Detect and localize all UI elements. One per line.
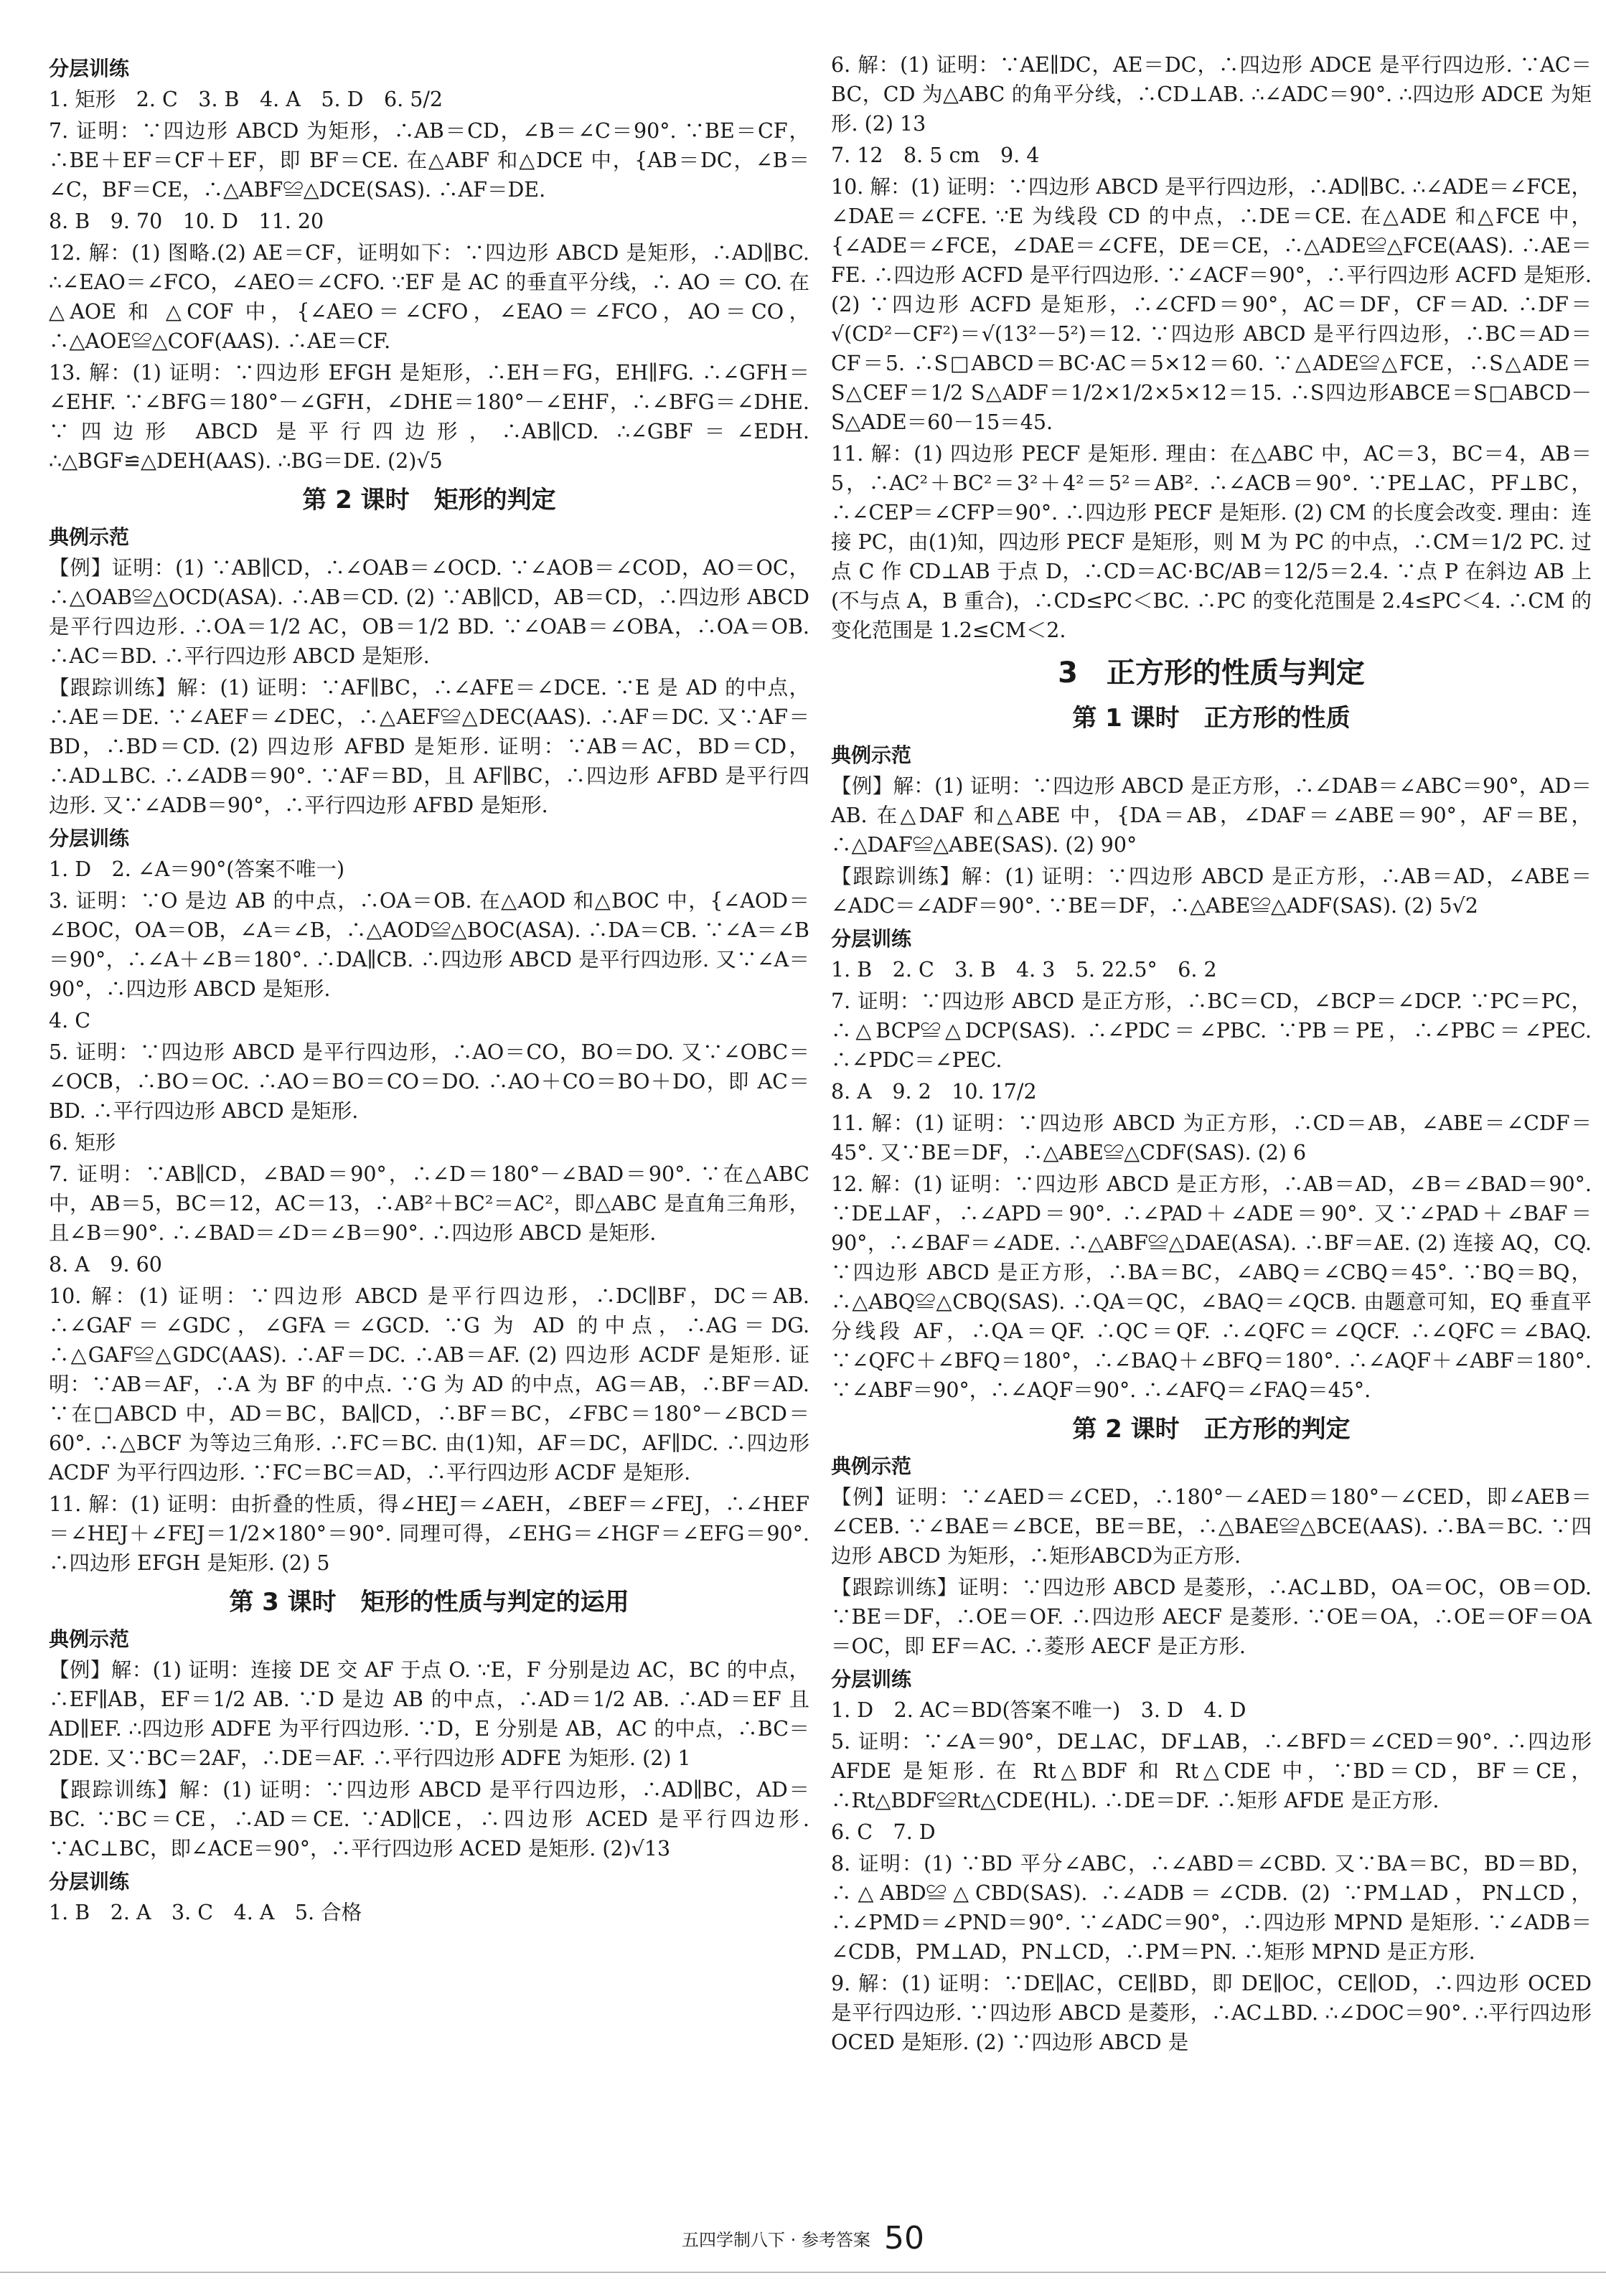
answer-paragraph: 12. 解：(1) 图略.(2) AE＝CF，证明如下：∵四边形 ABCD 是矩形，∴AD∥BC. ∴∠EAO＝∠FCO，∠AEO＝∠CFO. ∵EF 是 AC 的垂直平分线，∴ AO ＝ CO. 在 △AOE 和 △COF 中，{∠AEO＝∠CFO，∠EAO＝∠FCO，AO＝CO，∴△AOE≌△COF(AAS). ∴AE＝CF. xyxy=(49,241,817,353)
answer-paragraph: 10. 解：(1) 证明：∵四边形 ABCD 是平行四边形，∴AD∥BC. ∴∠ADE＝∠FCE，∠DAE＝∠CFE. ∵E 为线段 CD 的中点，∴DE＝CE. 在△ADE 和△FCE 中，{∠ADE＝∠FCE，∠DAE＝∠CFE，DE＝CE，∴△ADE≌△FCE(AAS). ∴AE＝FE. ∴四边形 ACFD 是平行四边形. ∵∠ACF＝90°，∴平行四边形 ACFD 是矩形. (2) ∵四边形 ACFD 是矩形，∴∠CFD＝90°，AC＝DF，CF＝AD. ∴DF＝√(CD²－CF²)＝√(13²－5²)＝12. ∵四边形 ABCD 是平行四边形，∴BC＝AD＝CF＝5. ∴S□ABCD＝BC·AC＝5×12＝60. ∵△ADE≌△FCE，∴S△ADE＝S△CEF＝1/2 S△ADF＝1/2×1/2×5×12＝15. ∴S四边形ABCE＝S□ABCD－S△ADE＝60－15＝45. xyxy=(831,175,1599,434)
page-number: 50 xyxy=(883,2220,924,2257)
answer-paragraph: 6. 解：(1) 证明：∵AE∥DC，AE＝DC，∴四边形 ADCE 是平行四边形. ∵AC＝BC，CD 为△ABC 的角平分线，∴CD⊥AB. ∴∠ADC＝90°. ∴四边形 ADCE 为矩形. (2) 13 xyxy=(831,53,1592,136)
bottom-rule xyxy=(0,2272,1606,2273)
answer-paragraph: 3. 证明：∵O 是边 AB 的中点，∴OA＝OB. 在△AOD 和△BOC 中，{∠AOD＝∠BOC，OA＝OB，∠A＝∠B，∴△AOD≌△BOC(ASA). ∴DA＝CB. ∵∠A＝∠B＝90°，∴∠A＋∠B＝180°. ∴DA∥CB. ∴四边形 ABCD 是平行四边形. 又∵∠A＝90°，∴四边形 ABCD 是矩形. xyxy=(49,889,809,1001)
answer-paragraph: 【跟踪训练】解：(1) 证明：∵四边形 ABCD 是正方形，∴AB＝AD，∠ABE＝∠ADC＝∠ADF＝90°. ∵BE＝DF，∴△ABE≌△ADF(SAS). (2) 5√2 xyxy=(831,865,1592,918)
answer-paragraph: 【例】证明：∵∠AED＝∠CED，∴180°－∠AED＝180°－∠CED，即∠AEB＝∠CEB. ∵∠BAE＝∠BCE，BE＝BE，∴△BAE≌△BCE(AAS). ∴BA＝BC. ∵四边形 ABCD 为矩形，∴矩形ABCD为正方形. xyxy=(831,1485,1592,1568)
answer-paragraph: 5. 证明：∵∠A＝90°，DE⊥AC，DF⊥AB，∴∠BFD＝∠CED＝90°. ∴四边形 AFDE 是矩形. 在 Rt△BDF 和 Rt△CDE 中，∵BD＝CD，BF＝CE，∴Rt△BDF≌Rt△CDE(HL). ∴DE＝DF. ∴矩形 AFDE 是正方形. xyxy=(831,1730,1599,1812)
answer-paragraph: 1. D 2. ∠A＝90°(答案不唯一) xyxy=(49,857,345,881)
answer-paragraph: 【跟踪训练】解：(1) 证明：∵四边形 ABCD 是平行四边形，∴AD∥BC，AD＝BC. ∵BC＝CE，∴AD＝CE. ∵AD∥CE，∴四边形 ACED 是平行四边形. ∵AC⊥BC，即∠ACE＝90°，∴平行四边形 ACED 是矩形. (2)√13 xyxy=(49,1778,817,1860)
answer-paragraph: 13. 解：(1) 证明：∵四边形 EFGH 是矩形，∴EH＝FG，EH∥FG. ∴∠GFH＝∠EHF. ∵∠BFG＝180°－∠GFH，∠DHE＝180°－∠EHF，∴∠BFG＝∠DHE. ∵四边形 ABCD 是平行四边形，∴AB∥CD. ∴∠GBF＝∠EDH. ∴△BGF≌△DEH(AAS). ∴BG＝DE. (2)√5 xyxy=(49,361,817,473)
answer-paragraph: 8. 证明：(1) ∵BD 平分∠ABC，∴∠ABD＝∠CBD. 又∵BA＝BC，BD＝BD，∴△ABD≌△CBD(SAS). ∴∠ADB＝∠CDB. (2) ∵PM⊥AD，PN⊥CD，∴∠PMD＝∠PND＝90°. ∵∠ADC＝90°，∴四边形 MPND 是矩形. ∵∠ADB＝∠CDB，PM⊥AD，PN⊥CD，∴PM＝PN. ∴矩形 MPND 是正方形. xyxy=(831,1852,1592,1964)
footer-label: 五四学制八下 · 参考答案 xyxy=(682,2230,870,2250)
answer-paragraph: 【例】解：(1) 证明：∵四边形 ABCD 是正方形，∴∠DAB＝∠ABC＝90°，AD＝AB. 在△DAF 和△ABE 中，{DA＝AB，∠DAF＝∠ABE＝90°，AF＝BE，∴△DAF≌△ABE(SAS). (2) 90° xyxy=(831,774,1592,857)
right-column xyxy=(831,50,1599,2174)
section-heading: 分层训练 xyxy=(49,827,130,850)
section-heading: 典例示范 xyxy=(49,525,130,549)
answer-paragraph: 7. 12 8. 5 cm 9. 4 xyxy=(831,144,1040,167)
answer-paragraph: 11. 解：(1) 证明：由折叠的性质，得∠HEJ＝∠AEH，∠BEF＝∠FEJ，∴∠HEF＝∠HEJ＋∠FEJ＝1/2×180°＝90°. 同理可得，∠EHG＝∠HGF＝∠EFG＝90°. ∴四边形 EFGH 是矩形. (2) 5 xyxy=(49,1492,817,1575)
answer-paragraph: 7. 证明：∵四边形 ABCD 是正方形，∴BC＝CD，∠BCP＝∠DCP. ∵PC＝PC，∴△BCP≌△DCP(SAS). ∴∠PDC＝∠PBC. ∵PB＝PE，∴∠PBC＝∠PEC. ∴∠PDC＝∠PEC. xyxy=(831,989,1599,1072)
answer-paragraph: 11. 解：(1) 证明：∵四边形 ABCD 为正方形，∴CD＝AB，∠ABE＝∠CDF＝45°. 又∵BE＝DF，∴△ABE≌△CDF(SAS). (2) 6 xyxy=(831,1111,1592,1165)
answer-paragraph: 1. 矩形 2. C 3. B 4. A 5. D 6. 5/2 xyxy=(49,88,443,111)
section-heading: 分层训练 xyxy=(831,927,912,951)
section-heading: 典例示范 xyxy=(831,743,912,767)
answer-paragraph: 7. 证明：∵四边形 ABCD 为矩形，∴AB＝CD，∠B＝∠C＝90°. ∵BE＝CF，∴BE＋EF＝CF＋EF，即 BF＝CE. 在△ABF 和△DCE 中，{AB＝DC，∠B＝∠C，BF＝CE，∴△ABF≌△DCE(SAS). ∴AF＝DE. xyxy=(49,119,809,202)
lesson-title: 第 1 课时 正方形的性质 xyxy=(1072,704,1351,733)
lesson-title: 第 2 课时 正方形的判定 xyxy=(1072,1415,1351,1444)
answer-paragraph: 11. 解：(1) 四边形 PECF 是矩形. 理由：在△ABC 中，AC＝3，BC＝4，AB＝5，∴AC²＋BC²＝3²＋4²＝5²＝AB². ∴∠ACB＝90°. ∵PE⊥AC，PF⊥BC，∴∠CEP＝∠CFP＝90°. ∴四边形 PECF 是矩形. (2) CM 的长度会改变. 理由：连接 PC，由(1)知，四边形 PECF 是矩形，则 M 为 PC 的中点，∴CM＝1/2 PC. 过点 C 作 CD⊥AB 于点 D，∴CD＝AC·BC/AB＝12/5＝2.4. ∵点 P 在斜边 AB 上(不与点 A，B 重合)，∴CD≤PC＜BC. ∴PC 的变化范围是 2.4≤PC＜4. ∴CM 的变化范围是 1.2≤CM＜2. xyxy=(831,442,1592,642)
section-heading: 典例示范 xyxy=(49,1627,130,1651)
section-heading: 分层训练 xyxy=(831,1667,912,1691)
section-heading: 典例示范 xyxy=(831,1454,912,1478)
answer-paragraph: 8. A 9. 2 10. 17/2 xyxy=(831,1080,1037,1104)
answer-paragraph: 1. B 2. A 3. C 4. A 5. 合格 xyxy=(49,1901,362,1924)
left-column xyxy=(49,50,817,2174)
section-heading: 分层训练 xyxy=(49,1870,130,1893)
lesson-title: 第 2 课时 矩形的判定 xyxy=(302,486,556,514)
answer-paragraph: 8. A 9. 60 xyxy=(49,1253,162,1276)
page-footer xyxy=(0,2220,1606,2257)
answer-paragraph: 12. 解：(1) 证明：∵四边形 ABCD 是正方形，∴AB＝AD，∠B＝∠BAD＝90°. ∵DE⊥AF，∴∠APD＝90°. ∴∠PAD＋∠ADE＝90°. 又∵∠PAD＋∠BAF＝90°，∴∠BAF＝∠ADE. ∴△ABF≌△DAE(ASA). ∴BF＝AE. (2) 连接 AQ，CQ. ∵四边形 ABCD 是正方形，∴BA＝BC，∠ABQ＝∠CBQ＝45°. ∵BQ＝BQ，∴△ABQ≌△CBQ(SAS). ∴QA＝QC，∠BAQ＝∠QCB. 由题意可知，EQ 垂直平分线段 AF，∴QA＝QF. ∴QC＝QF. ∴∠QFC＝∠QCF. ∴∠QFC＝∠BAQ. ∵∠QFC＋∠BFQ＝180°，∴∠BAQ＋∠BFQ＝180°. ∴∠AQF＋∠ABF＝180°. ∵∠ABF＝90°，∴∠AQF＝90°. ∴∠AFQ＝∠FAQ＝45°. xyxy=(831,1172,1599,1402)
answer-paragraph: 5. 证明：∵四边形 ABCD 是平行四边形，∴AO＝CO，BO＝DO. 又∵∠OBC＝∠OCB，∴BO＝OC. ∴AO＝BO＝CO＝DO. ∴AO＋CO＝BO＋DO，即 AC＝BD. ∴平行四边形 ABCD 是矩形. xyxy=(49,1040,809,1123)
answer-paragraph: 7. 证明：∵AB∥CD，∠BAD＝90°，∴∠D＝180°－∠BAD＝90°. ∵在△ABC 中，AB＝5，BC＝12，AC＝13，∴AB²＋BC²＝AC²，即△ABC 是直角三角形，且∠B＝90°. ∴∠BAD＝∠D＝∠B＝90°. ∴四边形 ABCD 是矩形. xyxy=(49,1162,817,1245)
answer-paragraph: 【例】证明：(1) ∵AB∥CD，∴∠OAB＝∠OCD. ∵∠AOB＝∠COD，AO＝OC，∴△OAB≌△OCD(ASA). ∴AB＝CD. (2) ∵AB∥CD，AB＝CD，∴四边形 ABCD 是平行四边形. ∴OA＝1/2 AC，OB＝1/2 BD. ∵∠OAB＝∠OBA，∴OA＝OB. ∴AC＝BD. ∴平行四边形 ABCD 是矩形. xyxy=(49,556,817,668)
answer-paragraph: 8. B 9. 70 10. D 11. 20 xyxy=(49,210,324,233)
answer-paragraph: 10. 解：(1) 证明：∵四边形 ABCD 是平行四边形，∴DC∥BF，DC＝AB. ∴∠GAF＝∠GDC，∠GFA＝∠GCD. ∵G 为 AD 的中点，∴AG＝DG. ∴△GAF≌△GDC(AAS). ∴AF＝DC. ∴AB＝AF. (2) 四边形 ACDF 是矩形. 证明：∵AB＝AF，∴A 为 BF 的中点. ∵G 为 AD 的中点，AG＝AB，∴BF＝AD. ∵在□ABCD 中，AD＝BC，BA∥CD，∴BF＝BC，∠FBC＝180°－∠BCD＝60°. ∴△BCF 为等边三角形. ∴FC＝BC. 由(1)知，AF＝DC，AF∥DC. ∴四边形 ACDF 为平行四边形. ∵FC＝BC＝AD，∴平行四边形 ACDF 是矩形. xyxy=(49,1284,817,1485)
section-heading: 分层训练 xyxy=(49,57,130,80)
answer-paragraph: 1. B 2. C 3. B 4. 3 5. 22.5° 6. 2 xyxy=(831,958,1217,982)
chapter-title: 3 正方形的性质与判定 xyxy=(1058,657,1365,690)
answer-paragraph: 【跟踪训练】证明：∵四边形 ABCD 是菱形，∴AC⊥BD，OA＝OC，OB＝OD. ∵BE＝DF，∴OE＝OF. ∴四边形 AECF 是菱形. ∵OE＝OA，∴OE＝OF＝OA＝OC，即 EF＝AC. ∴菱形 AECF 是正方形. xyxy=(831,1576,1599,1658)
answer-paragraph: 9. 解：(1) 证明：∵DE∥AC，CE∥BD，即 DE∥OC，CE∥OD，∴四边形 OCED 是平行四边形. ∵四边形 ABCD 是菱形，∴AC⊥BD. ∴∠DOC＝90°. ∴平行四边形 OCED 是矩形. (2) ∵四边形 ABCD 是 xyxy=(831,1972,1599,2054)
answer-paragraph: 6. C 7. D xyxy=(831,1820,936,1844)
answer-paragraph: 4. C xyxy=(49,1009,91,1032)
answer-paragraph: 【例】解：(1) 证明：连接 DE 交 AF 于点 O. ∵E，F 分别是边 AC，BC 的中点，∴EF∥AB，EF＝1/2 AB. ∵D 是边 AB 的中点，∴AD＝1/2 AB. ∴AD＝EF 且 AD∥EF. ∴四边形 ADFE 为平行四边形. ∵D，E 分别是 AB，AC 的中点，∴BC＝2DE. 又∵BC＝2AF，∴DE＝AF. ∴平行四边形 ADFE 为矩形. (2) 1 xyxy=(49,1658,817,1770)
answer-paragraph: 【跟踪训练】解：(1) 证明：∵AF∥BC，∴∠AFE＝∠DCE. ∵E 是 AD 的中点，∴AE＝DE. ∵∠AEF＝∠DEC，∴△AEF≌△DEC(AAS). ∴AF＝DC. 又∵AF＝BD，∴BD＝CD. (2) 四边形 AFBD 是矩形. 证明：∵AB＝AC，BD＝CD，∴AD⊥BC. ∴∠ADB＝90°. ∵AF＝BD，且 AF∥BC，∴四边形 AFBD 是平行四边形. 又∵∠ADB＝90°，∴平行四边形 AFBD 是矩形. xyxy=(49,676,809,817)
lesson-title: 第 3 课时 矩形的性质与判定的运用 xyxy=(229,1588,629,1617)
answer-paragraph: 6. 矩形 xyxy=(49,1131,116,1154)
answer-paragraph: 1. D 2. AC＝BD(答案不唯一) 3. D 4. D xyxy=(831,1698,1246,1722)
